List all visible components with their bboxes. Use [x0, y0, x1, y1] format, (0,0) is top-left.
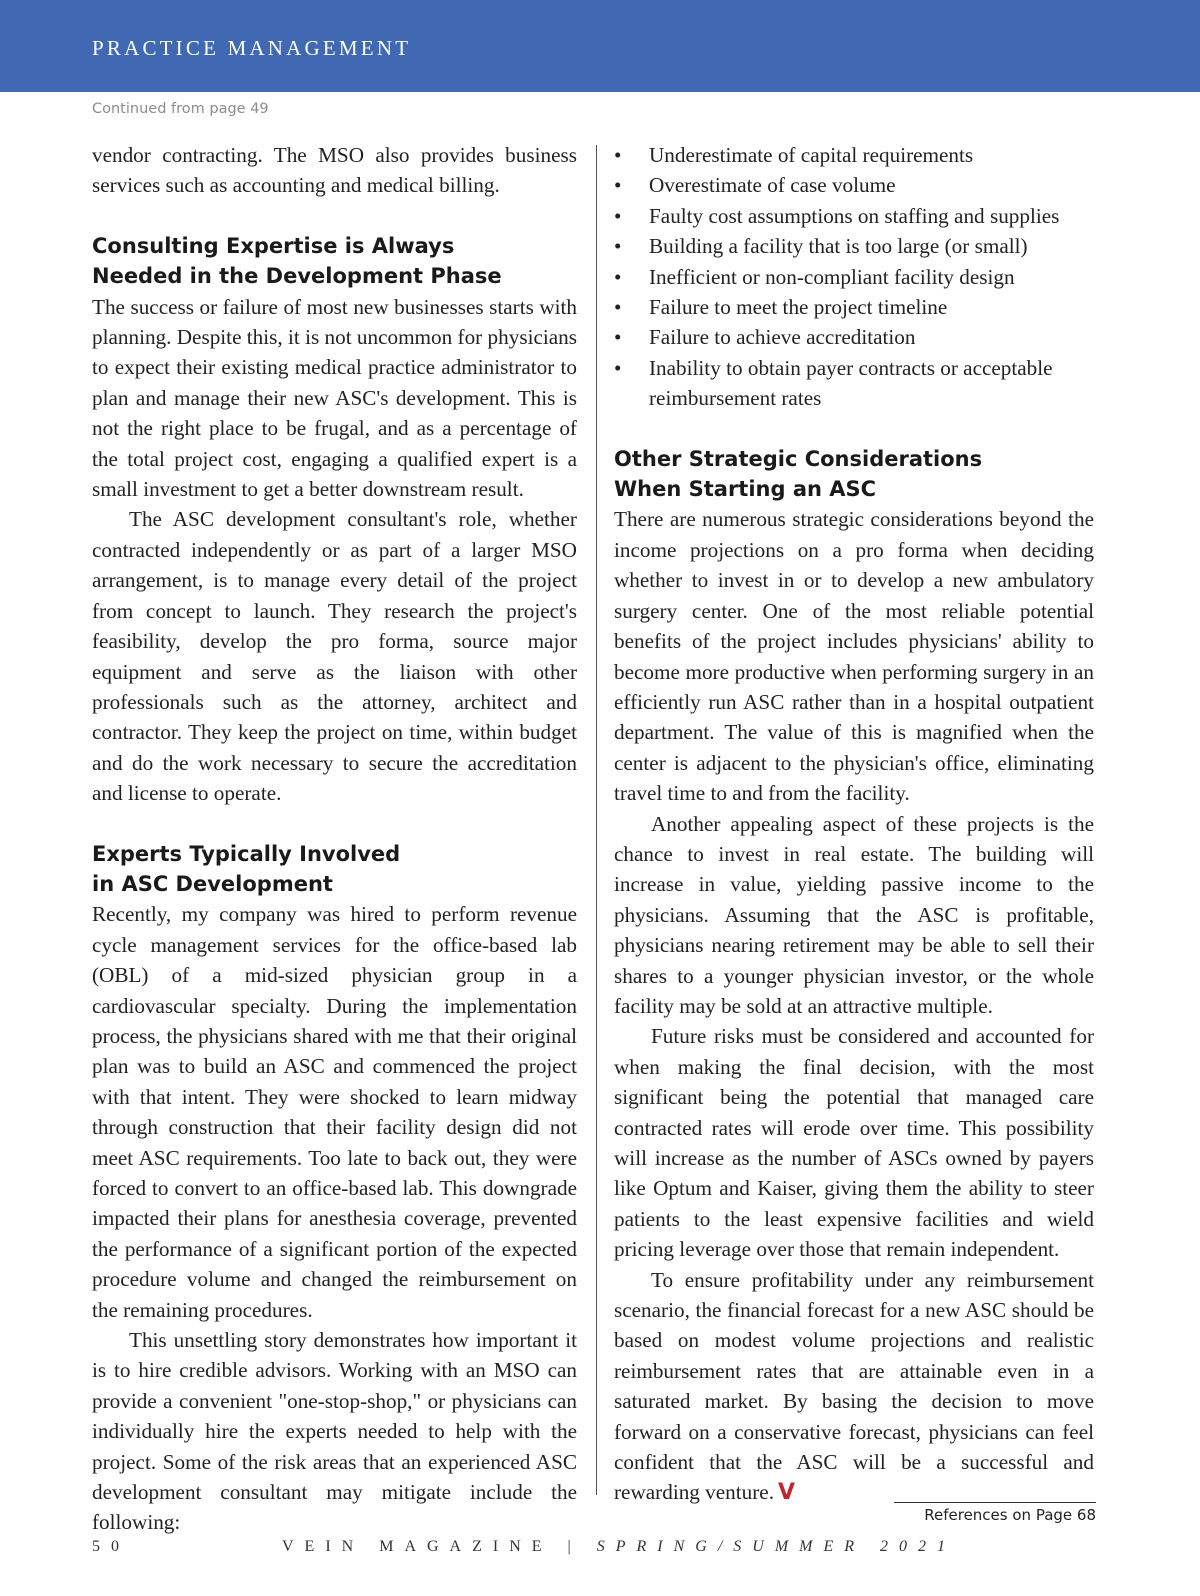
- risk-list-item: • Building a facility that is too large (or small): [614, 231, 1094, 261]
- strategic-paragraph-3: Future risks must be considered and accounted for when making the final decision, with the most significant being the potential that managed care contracted rates will erode over time. This possibility will increase as the number of ASCs owned by payers like Optum and Kaiser, giving them the ability to steer patients to the least expensive facilities and wield pricing leverage over those that remain independent.: [614, 1024, 1094, 1262]
- column-divider: [596, 145, 597, 1495]
- footer-separator: |: [567, 1538, 582, 1555]
- consulting-heading: [92, 231, 577, 292]
- section-label: PRACTICE MANAGEMENT: [92, 36, 412, 60]
- bullet-icon: •: [614, 355, 622, 380]
- consulting-paragraph-1: The success or failure of most new businesses starts with planning. Despite this, it is not uncommon for physicians to expect their existing medical practice administrator to plan and manage their new ASC's development. This is not the right place to be frugal, and as a percentage of the total project cost, engaging a qualified expert is a small investment to get a better downstream result.: [92, 294, 577, 502]
- risk-list-item: • Underestimate of capital requirements: [614, 140, 1094, 170]
- bullet-icon: •: [614, 325, 622, 350]
- consulting-heading-line1: Consulting Expertise is Always: [92, 233, 455, 258]
- header-band: [0, 0, 1200, 92]
- risk-list-item: • Overestimate of case volume: [614, 170, 1094, 200]
- bullet-icon: •: [614, 264, 622, 289]
- continued-note: Continued from page 49: [92, 101, 269, 117]
- risk-list: [614, 140, 1094, 414]
- experts-paragraph-2: This unsettling story demonstrates how important it is to hire credible advisors. Working with an MSO can provide a convenient "one-stop-shop," or physicians can individually hire the experts needed to help with the project. Some of the risk areas that an experienced ASC development consultant may mitigate include the following:: [92, 1328, 577, 1535]
- right-column: [614, 140, 1094, 1509]
- risk-list-item: • Faulty cost assumptions on staffing and supplies: [614, 201, 1094, 231]
- footer-line: [282, 1538, 956, 1556]
- risk-list-item: • Inefficient or non-compliant facility design: [614, 262, 1094, 292]
- end-of-article-mark-icon: V: [778, 1480, 796, 1506]
- risk-list-item: • Failure to meet the project timeline: [614, 292, 1094, 322]
- strategic-paragraph-4-text: To ensure profitability under any reimbursement scenario, the financial forecast for a new ASC should be based on modest volume projections and realistic reimbursement rates that are attainable even in a saturated market. By basing the decision to move forward on a conservative forecast, physicians can feel confident that the ASC will be a successful and rewarding venture.: [614, 1267, 1094, 1505]
- experts-paragraph-1: Recently, my company was hired to perform revenue cycle management services for the office-based lab (OBL) of a mid-sized physician group in a cardiovascular specialty. During the implementation process, the physicians shared with me that their original plan was to build an ASC and commenced the project with that intent. They were shocked to learn midway through construction that their facility design did not meet ASC requirements. Too late to back out, they were forced to convert to an office-based lab. This downgrade impacted their plans for anesthesia coverage, prevented the performance of a significant portion of the expected procedure volume and changed the reimbursement on the remaining procedures.: [92, 902, 577, 1322]
- strategic-paragraph-2: Another appealing aspect of these projects is the chance to invest in real estate. The building will increase in value, yielding passive income to the physicians. Assuming that the ASC is profitable, physicians nearing retirement may be able to sell their shares to a younger physician investor, or the whole facility may be sold at an attractive multiple.: [614, 811, 1094, 1018]
- experts-heading-line2: in ASC Development: [92, 871, 333, 896]
- risk-list-item: • Failure to achieve accreditation: [614, 322, 1094, 352]
- strategic-heading-line2: When Starting an ASC: [614, 477, 877, 502]
- bullet-icon: •: [614, 295, 622, 320]
- risk-list-item: • Inability to obtain payer contracts or acceptable reimbursement rates: [614, 353, 1094, 414]
- intro-paragraph: vendor contracting. The MSO also provides business services such as accounting and medical billing.: [92, 143, 577, 198]
- bullet-icon: •: [614, 203, 622, 228]
- references-rule: [894, 1502, 1096, 1503]
- bullet-icon: •: [614, 143, 622, 167]
- magazine-name: VEIN MAGAZINE: [282, 1538, 553, 1555]
- strategic-paragraph-4: [614, 1265, 1094, 1509]
- issue-date: SPRING/SUMMER 2021: [596, 1538, 957, 1555]
- consulting-heading-line2: Needed in the Development Phase: [92, 264, 502, 289]
- strategic-heading-line1: Other Strategic Considerations: [614, 446, 983, 471]
- bullet-icon: •: [614, 173, 622, 198]
- strategic-paragraph-1: There are numerous strategic considerations beyond the income projections on a pro forma when deciding whether to invest in or to develop a new ambulatory surgery center. One of the most reliable potential benefits of the project includes physicians' ability to become more productive when performing surgery in an efficiently run ASC rather than in a hospital outpatient department. The value of this is magnified when the center is adjacent to the physician's office, eliminating travel time to and from the facility.: [614, 507, 1094, 806]
- experts-heading-line1: Experts Typically Involved: [92, 841, 401, 866]
- strategic-heading: [614, 444, 1094, 505]
- consulting-paragraph-2: The ASC development consultant's role, whether contracted independently or as part of a larger MSO arrangement, is to manage every detail of the project from concept to launch. They research the project's feasibility, develop the pro forma, source major equipment and serve as the liaison with other professionals such as the attorney, architect and contractor. They keep the project on time, within budget and do the work necessary to secure the accreditation and license to operate.: [92, 507, 577, 806]
- left-column: [92, 140, 577, 1538]
- references-note: References on Page 68: [924, 1506, 1096, 1524]
- bullet-icon: •: [614, 234, 622, 259]
- page-number: 50: [92, 1538, 130, 1555]
- experts-heading: [92, 839, 577, 900]
